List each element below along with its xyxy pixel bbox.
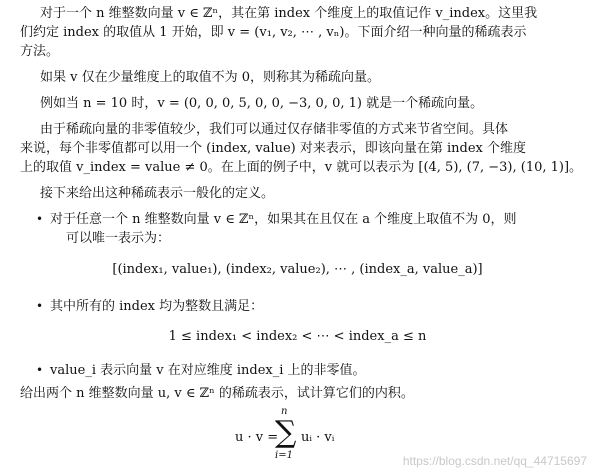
paragraph-intro-line-1: 对于一个 n 维整数向量 v ∈ ℤⁿ，其在第 index 个维度上的取值记作 v_index。这里我 (40, 6, 538, 21)
formula-inner-product (235, 404, 365, 466)
watermark: https://blog.csdn.net/qq_44715697 (402, 454, 587, 468)
bullet-3-text: value_i 表示向量 v 在对应维度 index_i 上的非零值。 (50, 363, 366, 378)
paragraph-storage-line-3: 上的取值 v_index = value ≠ 0。在上面的例子中，v 就可以表示为 [(4, 5), (7, −3), (10, 1)]。 (20, 160, 583, 175)
bullet-icon: • (36, 212, 44, 226)
bullet-icon: • (36, 299, 44, 313)
formula-index-order: 1 ≤ index₁ < index₂ < ⋯ < index_a ≤ n (168, 329, 427, 344)
paragraph-storage-line-2: 来说，每个非零值都可以用一个 (index, value) 对来表示，即该向量在第 index 个维度 (20, 141, 527, 156)
bullet-icon: • (36, 363, 44, 377)
bullet-2-text: 其中所有的 index 均为整数且满足： (50, 299, 264, 314)
formula-sparse-representation: [(index₁, value₁), (index₂, value₂), ⋯ , (index_a, value_a)] (112, 262, 483, 277)
paragraph-task: 给出两个 n 维整数向量 u, v ∈ ℤⁿ 的稀疏表示，试计算它们的内积。 (20, 386, 414, 401)
bullet-1-line-2: 可以唯一表示为： (66, 231, 171, 246)
paragraph-example: 例如当 n = 10 时，v = (0, 0, 0, 5, 0, 0, −3, 0, 0, 1) 就是一个稀疏向量。 (40, 96, 484, 111)
sum-lower-limit: i=1 (275, 450, 293, 461)
paragraph-intro-line-2: 们约定 index 的取值从 1 开始，即 v = (v₁, v₂, ⋯ , vₙ)。下面介绍一种向量的稀疏表示 (20, 25, 527, 40)
formula-rhs: uᵢ · vᵢ (301, 430, 335, 445)
sum-upper-limit: n (281, 406, 288, 417)
paragraph-general-definition: 接下来给出这种稀疏表示一般化的定义。 (40, 186, 275, 201)
paragraph-sparse-definition: 如果 v 仅在少量维度上的取值不为 0，则称其为稀疏向量。 (40, 70, 381, 85)
paragraph-storage-line-1: 由于稀疏向量的非零值较少，我们可以通过仅存储非零值的方式来节省空间。具体 (40, 122, 509, 137)
paragraph-intro-line-3: 方法。 (20, 44, 60, 59)
bullet-1-line-1: 对于任意一个 n 维整数向量 v ∈ ℤⁿ，如果其在且仅在 a 个维度上取值不为 0，则 (50, 212, 517, 227)
formula-lhs: u · v = (235, 430, 279, 445)
summation-icon: ∑ (275, 415, 297, 450)
